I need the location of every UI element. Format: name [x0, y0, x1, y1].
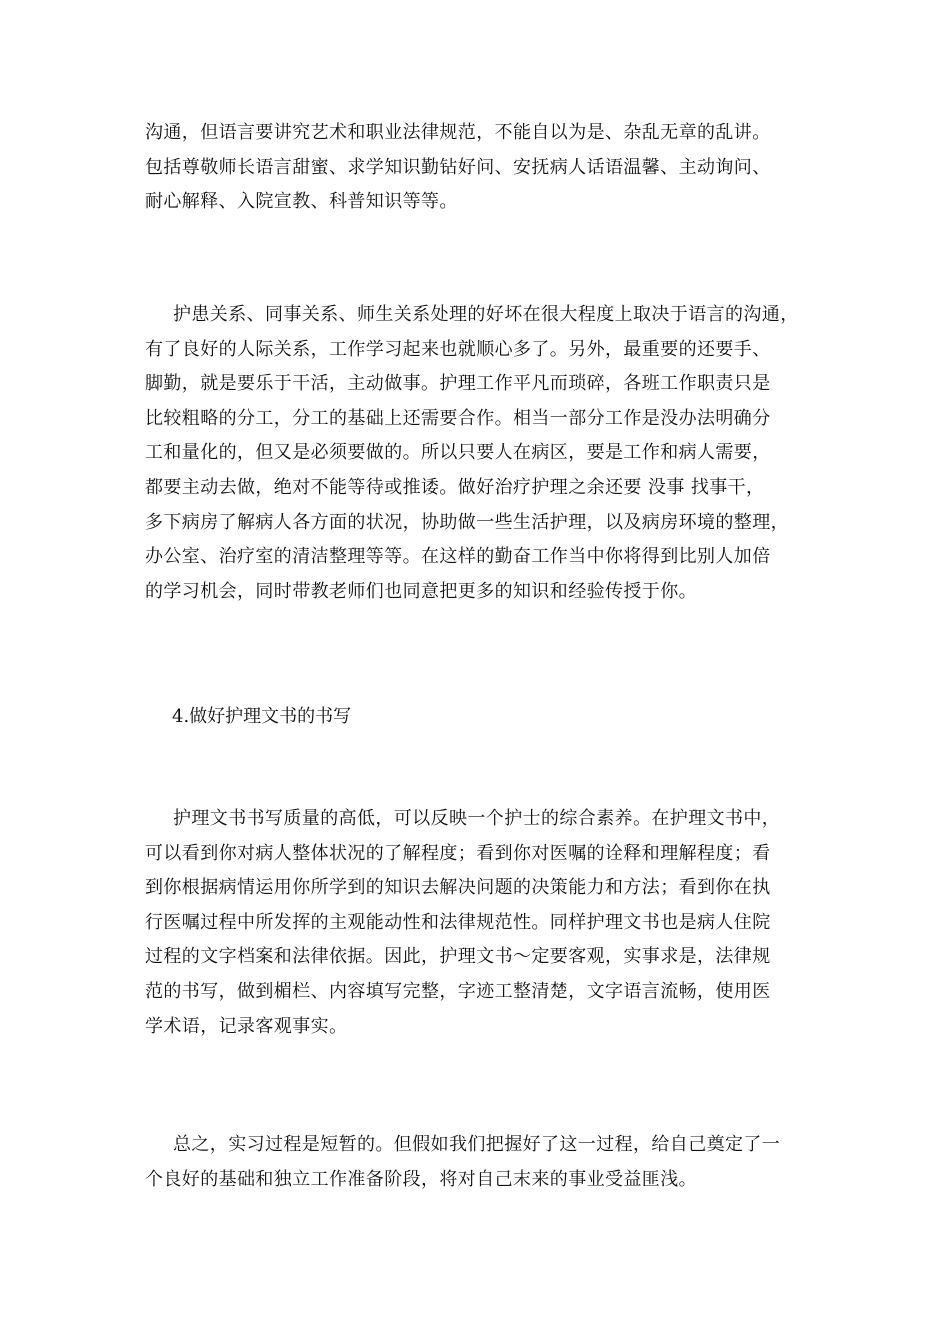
text-line: 沟通，但语言要讲究艺术和职业法律规范，不能自以为是、杂乱无章的乱讲。 — [145, 122, 771, 143]
text-line: 护患关系、同事关系、师生关系处理的好坏在很大程度上取决于语言的沟通， — [173, 304, 799, 325]
paragraph-communication-continued — [145, 116, 825, 220]
text-line: 脚勤，就是要乐于干活，主动做事。护理工作平凡而琐碎，各班工作职责只是 — [145, 373, 771, 395]
text-line: 的学习机会，同时带教老师们也同意把更多的知识和经验传授于你。 — [145, 580, 697, 602]
section-heading: 4.做好护理文书的书写 — [172, 706, 352, 727]
text-line: 到你根据病情运用你所学到的知识去解决问题的决策能力和方法；看到你在执 — [145, 877, 771, 899]
text-line: 行医嘱过程中所发挥的主观能动性和法律规范性。同样护理文书也是病人住院 — [145, 911, 771, 933]
text-line: 都要主动去做，绝对不能等待或推诿。做好治疗护理之余还要 没事 找事干， — [145, 476, 765, 498]
text-line: 可以看到你对病人整体状况的了解程度；看到你对医嘱的诠释和理解程度；看 — [145, 842, 771, 864]
text-line: 比较粗略的分工，分工的基础上还需要合作。相当一部分工作是没办法明确分 — [145, 407, 771, 429]
text-line: 过程的文字档案和法律依据。因此，护理文书～定要客观，实事求是，法律规 — [145, 946, 771, 968]
text-line: 个良好的基础和独立工作准备阶段，将对自己末来的事业受益匪浅。 — [145, 1168, 697, 1190]
text-line: 耐心解释、入院宣教、科普知识等等。 — [145, 191, 458, 213]
text-line: 护理文书书写质量的高低，可以反映一个护士的综合素养。在护理文书中， — [173, 808, 781, 829]
text-line: 范的书写，做到楣栏、内容填写完整，字迹工整清楚，文字语言流畅，使用医 — [145, 980, 771, 1002]
text-line: 工和量化的，但又是必须要做的。所以只要人在病区，要是工作和病人需要， — [145, 442, 771, 464]
text-line: 多下病房了解病人各方面的状况，协助做一些生活护理，以及病房环境的整理， — [145, 511, 789, 533]
paragraph-conclusion — [145, 1128, 825, 1197]
text-line: 办公室、治疗室的清洁整理等等。在这样的勤奋工作当中你将得到比别人加倍 — [145, 546, 771, 568]
text-line: 学术语，记录客观事实。 — [145, 1015, 348, 1037]
paragraph-relationships — [145, 298, 825, 609]
paragraph-nursing-documents — [145, 802, 825, 1044]
text-line: 总之，实习过程是短暂的。但假如我们把握好了这一过程，给自己奠定了一 — [173, 1134, 781, 1155]
text-line: 包括尊敬师长语言甜蜜、求学知识勤钻好问、安抚病人话语温馨、主动询问、 — [145, 156, 771, 178]
text-line: 有了良好的人际关系，工作学习起来也就顺心多了。另外，最重要的还要手、 — [145, 338, 771, 360]
